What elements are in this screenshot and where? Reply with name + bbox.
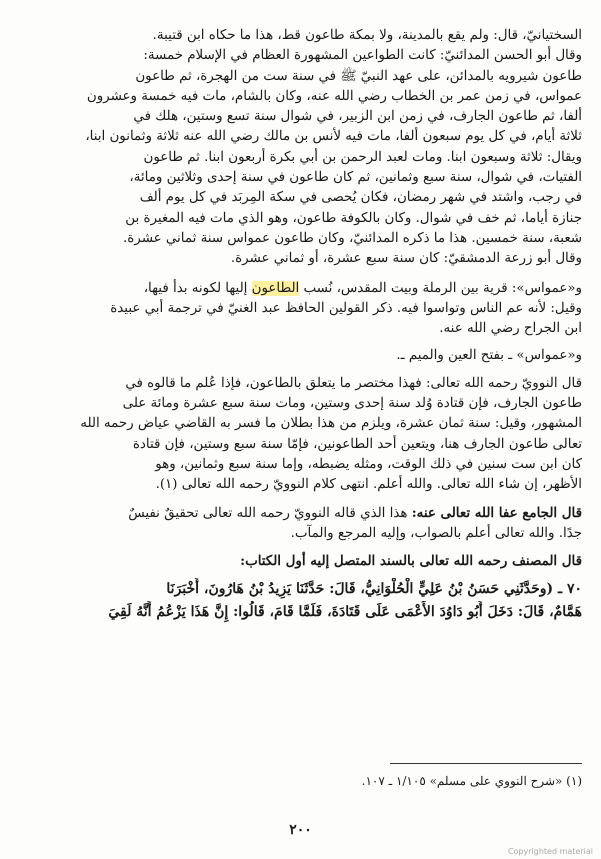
text-line: كان ابن ست سنين في ذلك الوقت، ومثله يضبطه، وإما سنة سبع وثمانين، وهو (155, 456, 582, 472)
compiler-heading: قال الجامع عفا الله تعالى عنه: (411, 504, 582, 521)
page-number: ٢٠٠ (289, 822, 312, 838)
text-line: تعالى طاعون الجارف هنا، ويتعين أحد الطاعونين، فإمّا سنة سبع وستين، فإن قتادة (132, 436, 582, 452)
text-line: ألفا، ثم طاعون الجارف، في زمن ابن الزبير، في شوال سنة تسع وستين، هلك في (133, 109, 582, 125)
text-line: وقال أبو زرعة الدمشقيّ: كان سنة سبع عشرة، أو ثماني عشرة. (230, 251, 582, 267)
text-line: جنازة أياما، ثم خف في شوال. وكان بالكوفة طاعون، وهو الذي مات فيه المغيرة بن (125, 210, 582, 226)
text-line: شعبة، سنة خمسين. هذا ما ذكره المدائنيّ، وكان طاعون عمواس سنة ثماني عشرة. (123, 230, 582, 246)
text-line: السختيانيّ، قال: ولم يقع بالمدينة، ولا بمكة طاعون قط، هذا ما حكاه ابن قتيبة. (152, 28, 582, 43)
text-line: ابن الجراح رضي الله عنه. (439, 321, 582, 337)
paragraph-amwas (20, 279, 582, 340)
paragraph-plagues-history (20, 26, 582, 270)
text-line: و«عمواس» ـ بفتح العين والميم ـ. (396, 348, 582, 364)
hadith-line: هَمَّامٌ، قَالَ: دَخَلَ أَبُو دَاوُدَ الأَعْمَى عَلَى قَتَادَةَ، فَلَمَّا قَامَ، قَالُوا: إِنَّ هَذَا يَزْعُمُ أَنَّهُ لَقِيَ (108, 604, 582, 621)
paragraph-nawawi (20, 374, 582, 496)
hadith-line: ٧٠ ـ (وحَدَّثَنِي حَسَنُ بْنُ عَلِيٍّ الْحُلْوَانِيُّ، قَالَ: حَدَّثَنَا يَزِيدُ بْنُ هَارُونَ، أَخْبَرَنَا (166, 581, 582, 598)
highlighted-word: الطاعون (251, 280, 300, 296)
text-line: وقيل: لأنه عم الناس وتواسوا فيه. ذكر القولين الحافظ عبد الغنيّ في ترجمة أبي عبيدة (110, 300, 582, 316)
text-line: الأظهر، إن شاء الله تعالى. والله أعلم. انتهى كلام النوويّ رحمه الله تعالى (١). (155, 477, 582, 493)
section-heading: قال المصنف رحمه الله تعالى بالسند المتصل إليه أول الكتاب: (240, 553, 582, 570)
paragraph-author-chain (20, 551, 582, 571)
page-body (20, 26, 582, 624)
text-line: و«عمواس»: قرية بين الرملة وبيت المقدس، نُسب الطاعون إليها لكونه بدأ فيها، (143, 280, 582, 296)
paragraph-compiler-note (20, 503, 582, 545)
text-line: ويقال: ثلاثة وسبعون ابنا. ومات لعبد الرحمن بن أبي بكرة أربعون ابنا. ثم طاعون (143, 149, 582, 165)
text-line: طاعون شيرويه بالمدائن، على عهد النبيّ ﷺ في سنة ست من الهجرة، ثم طاعون (135, 68, 582, 84)
text-line: قال النوويّ رحمه الله تعالى: فهذا مختصر ما يتعلق بالطاعون، فإذا عُلم ما قالوه في (125, 375, 582, 391)
footnote-divider (390, 763, 582, 764)
text-line: في رجب، واشتد في شهر رمضان، فكان يُحصى في سكة المِربَد في كل يوم ألف (139, 190, 582, 206)
text-line: الفتيات، في شوال، سنة سبع وثمانين، ثم كان طاعون في سنة إحدى وثلاثين ومائة، (129, 170, 582, 186)
text-line: قال الجامع عفا الله تعالى عنه: هذا الذي قاله النوويّ رحمه الله تعالى تحقيقٌ نفيسٌ (128, 504, 582, 521)
text-line: وقال أبو الحسن المدائنيّ: كانت الطواعين المشهورة العظام في الإسلام خمسة: (143, 48, 582, 64)
text-line: طاعون الجارف، فإن قتادة وُلد سنة إحدى وستين، ومات سنة سبع عشرة ومائة على (122, 396, 582, 412)
text-line: المشهور، وقيل: سنة ثمان عشرة، ويلزم من هذا بطلان ما فسر به القاضي عياض رحمه الله (80, 416, 582, 432)
copyright-watermark: Copyrighted material (507, 847, 593, 856)
text-line: جدًا. والله تعالى أعلم بالصواب، وإليه المرجع والمآب. (290, 525, 582, 541)
footnote: (١) «شرح النووي على مسلم» ١/١٠٥ ـ ١٠٧. (361, 774, 582, 788)
paragraph-amwas-vocalization (20, 346, 582, 366)
hadith-text (20, 578, 582, 624)
text-line: ثلاثة أيام، في كل يوم سبعون ألفا، مات فيه لأنس بن مالك رضي الله عنه ثلاثة وثمانون ابنا، (85, 129, 582, 145)
text-line: عمواس، في زمن عمر بن الخطاب رضي الله عنه، وكان بالشام، مات فيه خمسة وعشرون (86, 88, 582, 104)
